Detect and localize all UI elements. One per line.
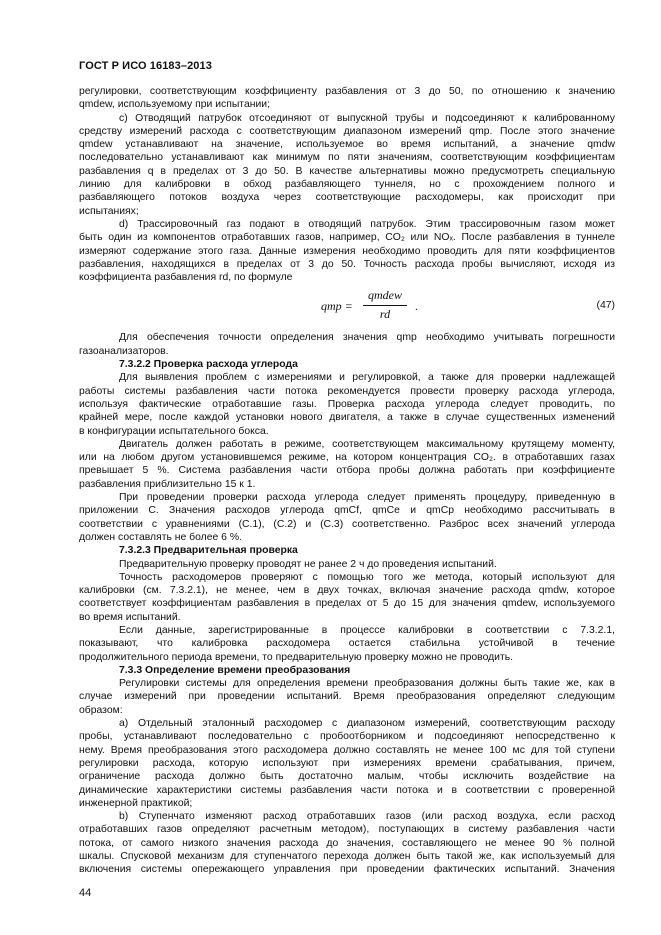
text-line: соответствует коэффициентам разбавления в пределах от 5 до 15 для значения qmdew, используемого — [79, 598, 615, 610]
text-line: пробы, устанавливают последовательно с пробоотборником и подсоединяют непосредственно к — [79, 731, 615, 743]
text-line: разбавляющего потоков воздуха через соответствующие расходомеры, как происходит при — [79, 192, 615, 204]
text-line: d) Трассировочный газ подают в отводящий патрубок. Этим трассировочным газом может — [119, 218, 615, 230]
text-line: Для выявления проблем с измерениями и регулировкой, а также для проверки надлежащей — [119, 372, 615, 384]
text-line: приложении С. Значения расходов углерода qmCf, qmCe и qmCp необходимо рассчитывать в — [79, 505, 615, 517]
text-line: разбавления q в пределах от 3 до 50. В качестве альтернативы можно предусмотреть специальную — [79, 165, 615, 177]
text-line: регулировки расхода, которую используют при измерениях времени срабатывания, причем, — [79, 757, 615, 769]
formula-lhs: qmp = — [321, 299, 353, 314]
formula-number: (47) — [596, 300, 615, 312]
text-line: используя фактические отработавшие газы. Проверка расхода углерода следует проводить, по — [79, 398, 615, 410]
text-line: во время испытаний. — [79, 611, 181, 623]
text-line: работы системы разбавления части потока рекомендуется провести проверку расхода углерода, — [79, 385, 615, 397]
section-heading: 7.3.2.2 Проверка расхода углерода — [119, 359, 298, 371]
text-line: испытаниях; — [79, 205, 139, 217]
text-line: потока, от самого низкого значения расхода до значения, составляющего не менее 90 % полной — [79, 837, 615, 849]
text-line: а) Отдельный эталонный расходомер с диапазоном измерений, соответствующим расходу — [119, 718, 615, 730]
text-line: шкалы. Спусковой механизм для ступенчатого перехода должен быть такой же, как используемый для — [79, 851, 615, 863]
text-line: быть один из компонентов отработавших газов, например, CO₂ или NOₓ. После разбавления в туннеле — [79, 232, 615, 244]
text-line: коэффициента разбавления rd, по формуле — [79, 272, 293, 284]
text-line: Для обеспечения точности определения значения qmp необходимо учитывать погрешности — [119, 332, 615, 344]
text-line: линию для калибровки в обход разбавляющего туннеля, но с прохождением полного и — [79, 179, 615, 191]
text-line: Если данные, зарегистрированные в процессе калибровки в соответствии с 7.3.2.1, — [119, 624, 615, 636]
text-line: газоанализаторов. — [79, 345, 169, 357]
text-line: крайней мере, после каждой установки нового двигателя, а также в случае существенных изменений — [79, 412, 615, 424]
text-line: средству измерений расхода с соответствующим диапазоном измерений qmp. После этого значение — [79, 125, 615, 137]
formula-fraction — [363, 289, 407, 321]
text-line: разбавления, находящихся в пределах от 3 до 50. Точность расхода пробы вычисляют, исходя из — [79, 258, 615, 270]
text-line: включения системы опережающего управления при проведении фактических испытаний. Значения — [79, 864, 615, 876]
text-line: регулировки, соответствующим коэффициенту разбавления от 3 до 50, по отношению к значению — [79, 86, 615, 97]
page-body — [79, 85, 615, 877]
text-block-2 — [79, 331, 615, 876]
section-heading: 7.3.2.3 Предварительная проверка — [119, 545, 298, 557]
text-line: должен составлять не более 6 %. — [79, 531, 242, 543]
text-line: образом: — [79, 704, 123, 716]
text-line: разбавления приблизительно 15 к 1. — [79, 478, 256, 490]
text-line: c) Отводящий патрубок отсоединяют от выпускной трубы и подсоединяют к калиброванному — [119, 112, 615, 124]
text-line: нему. Время преобразования этого расходомера должно составлять не менее 100 мс для той ступени — [79, 744, 615, 756]
text-line: продолжительного периода времени, то предварительную проверку можно не проводить. — [79, 651, 514, 663]
formula-numerator: qmdew — [363, 289, 407, 305]
text-line: qmdew, используемому при испытании; — [79, 99, 270, 111]
text-line: последовательно устанавливают как минимум по пяти значениям, соответствующим коэффициентам — [79, 152, 615, 164]
text-line: ограничение расхода должно быть достаточно малым, чтобы исключить воздействие на — [79, 771, 615, 783]
page-number: 44 — [79, 887, 92, 899]
text-line: При проведении проверки расхода углерода следует применять процедуру, приведенную в — [119, 492, 615, 504]
section-heading: 7.3.3 Определение времени преобразования — [119, 664, 351, 676]
text-line: превышает 5 %. Система разбавления части отбора пробы должна работать при коэффициенте — [79, 465, 615, 477]
text-line: динамические характеристики системы разбавления части потока и в соответствии с проверенной — [79, 784, 615, 796]
text-line: случае измерений при проведении испытаний. Время преобразования определяют следующим — [79, 691, 615, 703]
text-line: показывают, что калибровка расходомера остается стабильна устойчивой в течение — [79, 638, 615, 650]
formula-denominator: rd — [379, 306, 391, 321]
page-header: ГОСТ Р ИСО 16183–2013 — [79, 60, 212, 72]
text-line: qmdew устанавливают на значение, используемое во время испытаний, а значение qmdw — [79, 139, 615, 151]
text-line: Точность расходомеров проверяют с помощью того же метода, который используют для — [119, 571, 615, 583]
text-block-1 — [79, 85, 615, 284]
text-line: соответствии с уравнениями (С.1), (С.2) и (С.3) соответственно. Разброс всех значений углерода — [79, 518, 615, 530]
text-line: измеряют содержание этого газа. Данные измерения необходимо проводить для пяти коэффициентов — [79, 245, 615, 257]
text-line: или на любом другом установившемся режиме, на котором концентрация CO₂. в отработавших газах — [79, 452, 615, 464]
formula-47 — [79, 287, 615, 327]
text-line: Предварительную проверку проводят не ранее 2 ч до проведения испытаний. — [119, 558, 497, 570]
text-line: Регулировки системы для определения времени преобразования должны быть такие же, как в — [119, 678, 615, 690]
text-line: отработавших газов определяют расчетным методом), поступающих в систему разбавления части — [79, 824, 615, 836]
formula-tail: . — [415, 299, 418, 314]
text-line: в конфигурации испытательного бокса. — [79, 425, 269, 437]
text-line: инженерной практикой; — [79, 797, 193, 809]
text-line: калибровки (см. 7.3.2.1), не менее, чем в двух точках, включая значение расхода qmdw, которое — [79, 585, 615, 597]
text-line: Двигатель должен работать в режиме, соответствующем максимальному крутящему моменту, — [119, 438, 615, 450]
text-line: b) Ступенчато изменяют расход отработавших газов (или расход воздуха, если расход — [119, 811, 615, 823]
